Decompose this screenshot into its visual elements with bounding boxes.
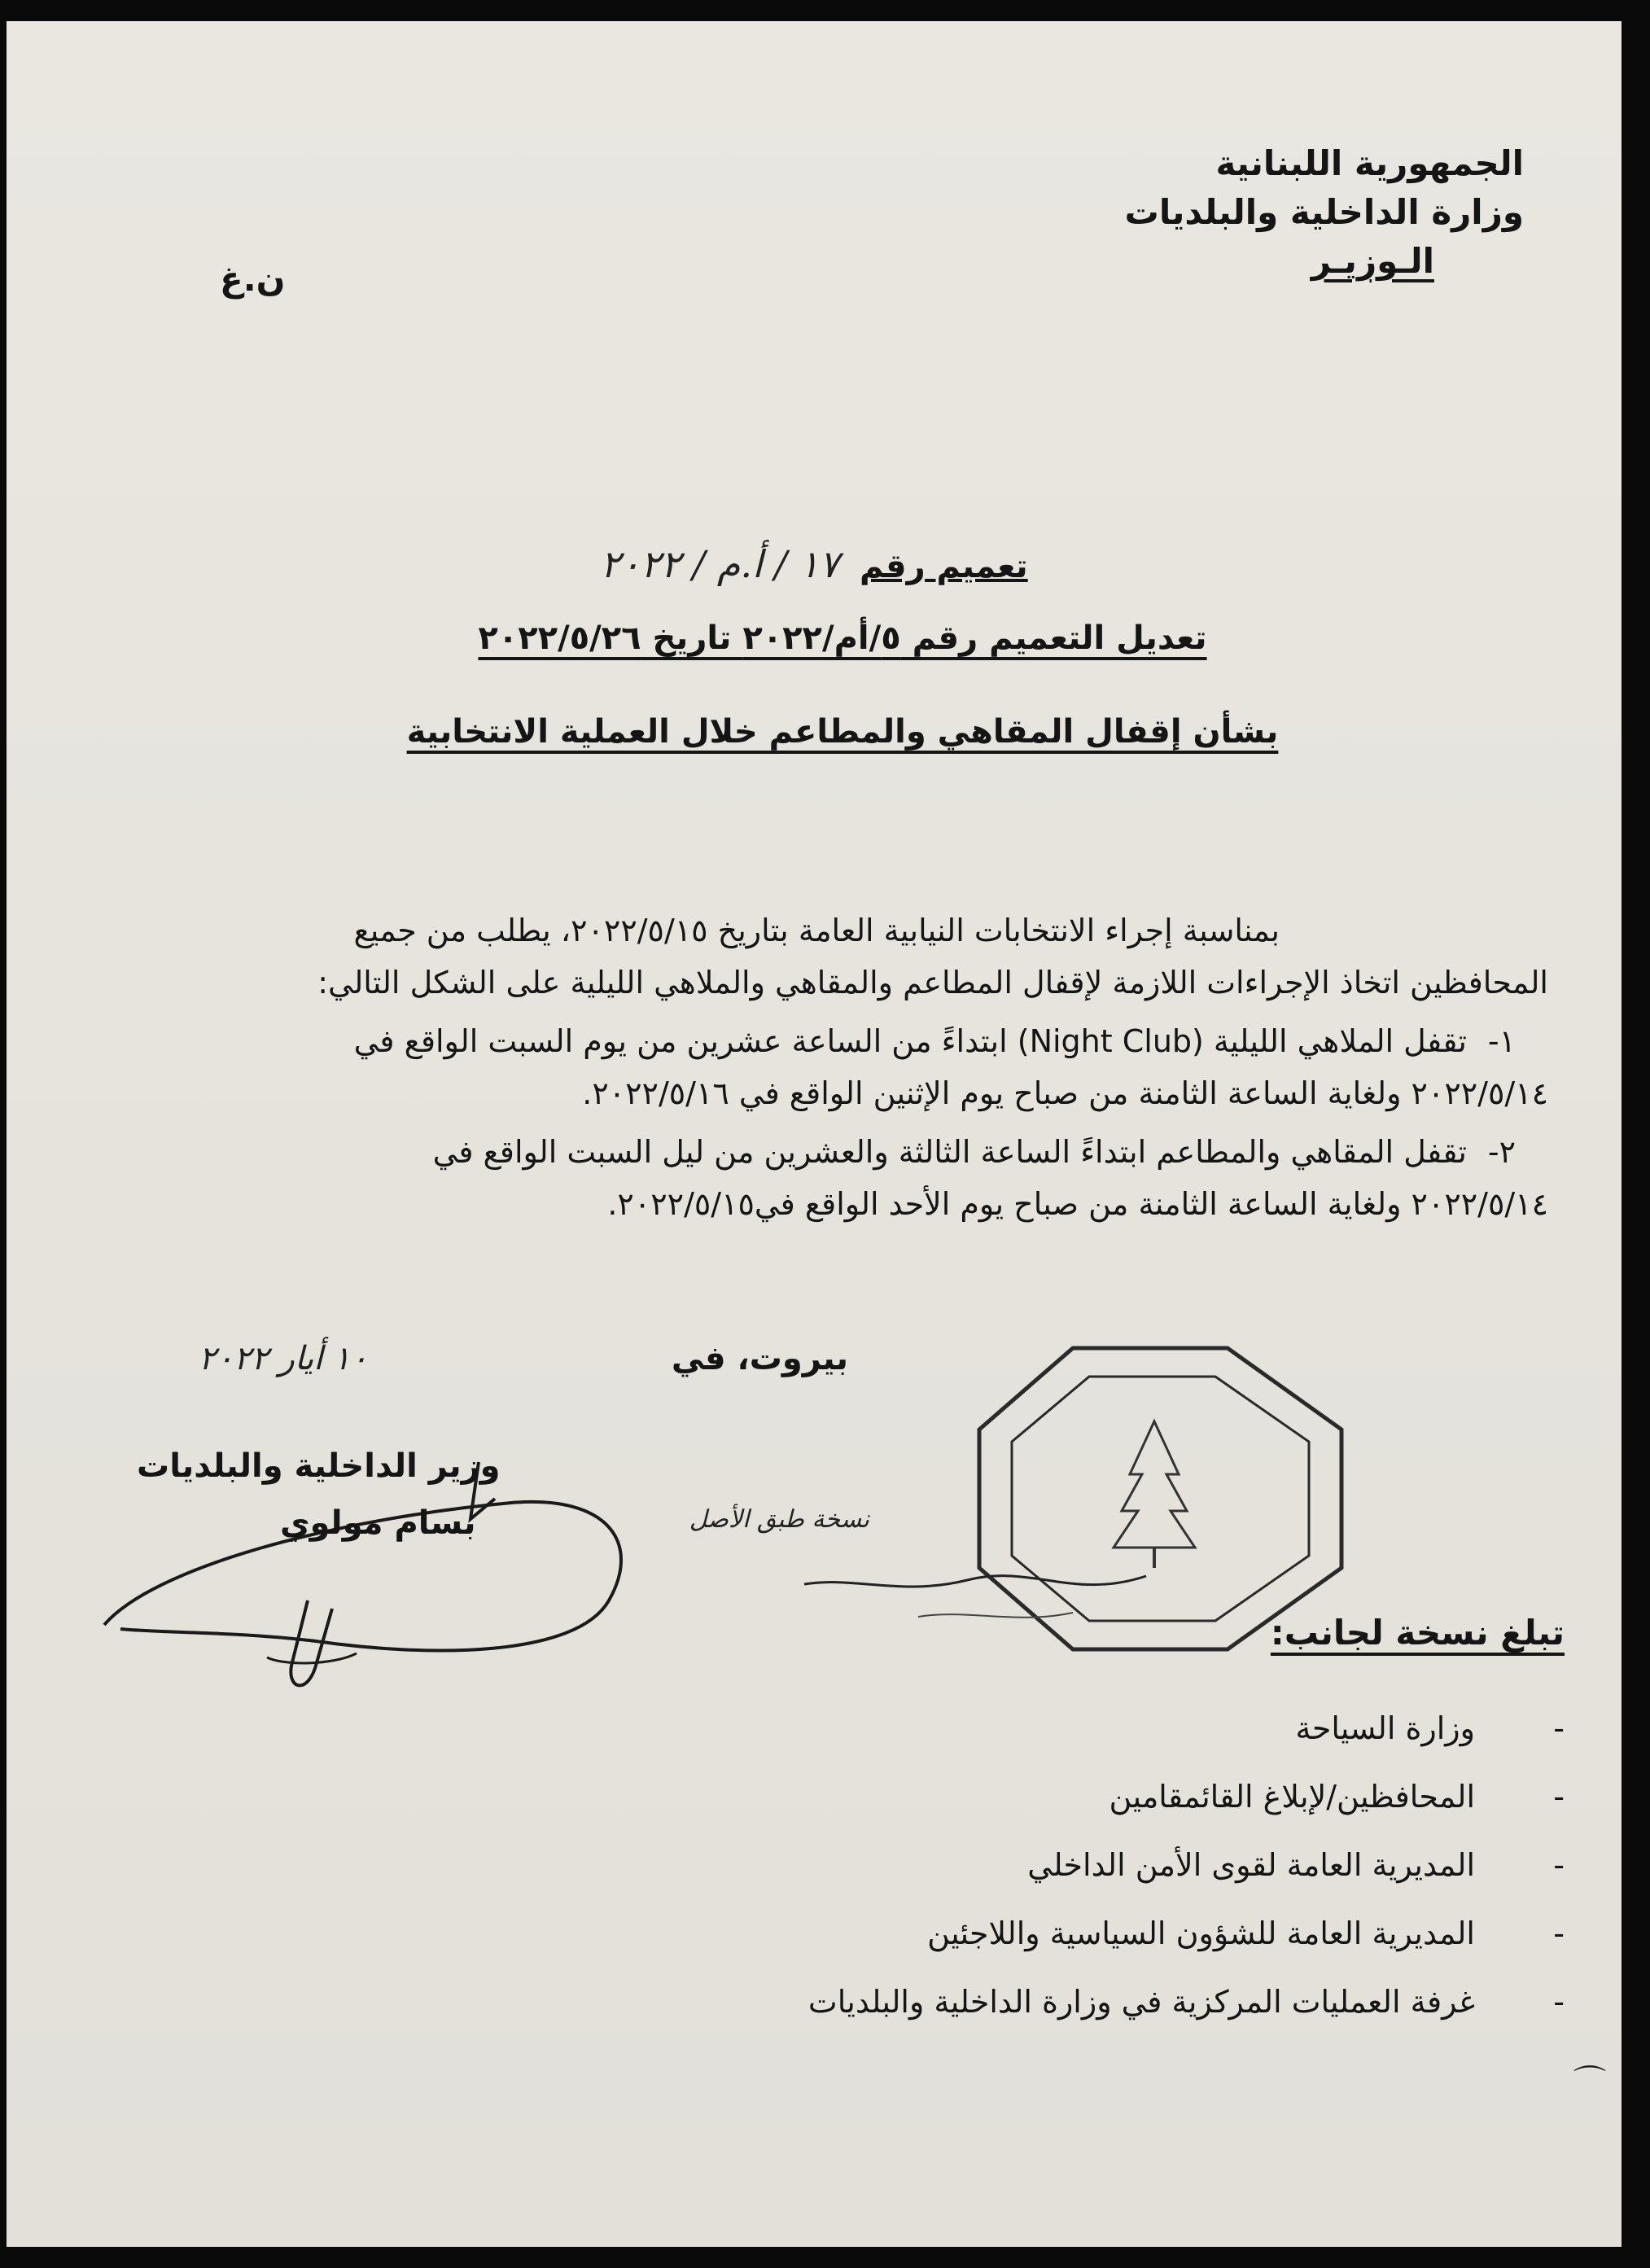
list-item: - وزارة السياحة xyxy=(808,1694,1565,1762)
recipient-list xyxy=(808,1694,1565,2036)
signatory-title: وزير الداخلية والبلديات xyxy=(137,1447,501,1485)
minister-heading: الـوزيـر xyxy=(1311,241,1434,281)
intro-line-1: بمناسبة إجراء الانتخابات النيابية العامة بتاريخ ٢٠٢٢/٥/١٥، يطلب من جميع xyxy=(353,913,1280,948)
list-item: - المديرية العامة للشؤون السياسية واللاجئين xyxy=(808,1899,1565,1968)
margin-mark: ⌒ xyxy=(1573,2064,1606,2101)
handwritten-date: ١٠ أيار ٢٠٢٢ xyxy=(198,1340,368,1377)
document-body xyxy=(68,904,1548,1230)
circular-number-line xyxy=(7,542,1622,586)
intro-line-2: المحافظين اتخاذ الإجراءات اللازمة لإقفال المطاعم والمقاهي والملاهي الليلية على الشكل التالي: xyxy=(317,965,1548,1000)
list-item xyxy=(68,1015,1548,1119)
reference-initials: ن.غ xyxy=(220,259,286,299)
item-number: ٢- xyxy=(1487,1134,1516,1170)
signature-block xyxy=(137,1438,501,1552)
subject-title: بشأن إقفال المقاهي والمطاعم خلال العملية الانتخابية xyxy=(406,713,1279,751)
document-page xyxy=(7,21,1622,2247)
item-number: ١- xyxy=(1487,1023,1516,1059)
item-line-1: تقفل الملاهي الليلية (Night Club) ابتداءً من الساعة عشرين من يوم السبت الواقع في xyxy=(353,1023,1467,1059)
place-label: بيروت، في xyxy=(671,1340,848,1377)
circular-label: تعميم رقم xyxy=(860,548,1028,585)
amendment-title: تعديل التعميم رقم ٥/أم/٢٠٢٢ تاريخ ٢٠٢٢/٥/٢٦ xyxy=(478,620,1207,657)
republic-heading: الجمهورية اللبنانية xyxy=(1215,143,1524,183)
list-item: - المديرية العامة لقوى الأمن الداخلي xyxy=(808,1831,1565,1899)
list-item: - غرفة العمليات المركزية في وزارة الداخلية والبلديات xyxy=(808,1968,1565,2036)
item-line-2: ٢٠٢٢/٥/١٤ ولغاية الساعة الثامنة من صباح يوم الأحد الواقع في٢٠٢٢/٥/١٥. xyxy=(607,1186,1548,1222)
item-line-1: تقفل المقاهي والمطاعم ابتداءً الساعة الثالثة والعشرين من ليل السبت الواقع في xyxy=(432,1134,1467,1170)
copy-to-heading: تبلغ نسخة لجانب: xyxy=(1270,1613,1565,1653)
letterhead xyxy=(1125,139,1524,286)
stamp-note: نسخة طبق الأصل xyxy=(689,1505,869,1534)
item-line-2: ٢٠٢٢/٥/١٤ ولغاية الساعة الثامنة من صباح يوم الإثنين الواقع في ٢٠٢٢/٥/١٦. xyxy=(582,1075,1548,1111)
circular-number-handwritten: ١٧ / أ.م / ٢٠٢٢ xyxy=(600,542,839,586)
ministry-heading: وزارة الداخلية والبلديات xyxy=(1124,192,1524,232)
list-item: - المحافظين/لإبلاغ القائمقامين xyxy=(808,1762,1565,1831)
signatory-name: بسام مولوي xyxy=(279,1504,476,1542)
list-item xyxy=(68,1126,1548,1230)
